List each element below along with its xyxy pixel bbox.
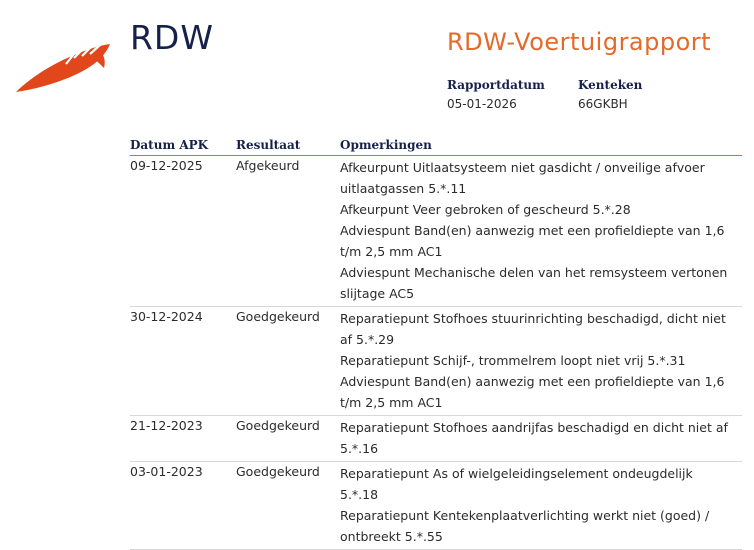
remark-item: Afkeurpunt Uitlaatsysteem niet gasdicht / onveilige afvoer uitlaatgassen 5.*.11 <box>340 160 705 196</box>
row-remarks <box>340 417 730 459</box>
row-result: Afgekeurd <box>236 158 300 173</box>
remark-item: Reparatiepunt Stofhoes aandrijfas beschadigd en dicht niet af 5.*.16 <box>340 420 728 456</box>
remark-item: Adviespunt Band(en) aanwezig met een profieldiepte van 1,6 t/m 2,5 mm AC1 <box>340 223 725 259</box>
header-remarks: Opmerkingen <box>340 138 432 152</box>
row-remarks <box>340 157 730 304</box>
report-date-value: 05-01-2026 <box>447 97 517 111</box>
row-date: 21-12-2023 <box>130 418 203 433</box>
row-date: 03-01-2023 <box>130 464 203 479</box>
table-header <box>130 135 742 156</box>
rdw-logo-icon <box>14 40 114 94</box>
remark-item: Adviespunt Mechanische delen van het remsysteem vertonen slijtage AC5 <box>340 265 728 301</box>
row-remarks <box>340 308 730 413</box>
plate-label: Kenteken <box>578 78 643 92</box>
row-date: 09-12-2025 <box>130 158 203 173</box>
table-row <box>130 156 742 307</box>
report-date-block <box>447 78 545 111</box>
remark-item: Reparatiepunt Kentekenplaatverlichting werkt niet (goed) / ontbreekt 5.*.55 <box>340 508 710 544</box>
plate-block <box>578 78 642 111</box>
apk-history-table <box>130 135 742 550</box>
header-result: Resultaat <box>236 138 301 152</box>
report-date-label: Rapportdatum <box>447 78 545 92</box>
remark-item: Reparatiepunt Schijf-, trommelrem loopt niet vrij 5.*.31 <box>340 353 686 368</box>
table-row <box>130 416 742 462</box>
remark-item: Adviespunt Band(en) aanwezig met een profieldiepte van 1,6 t/m 2,5 mm AC1 <box>340 374 725 410</box>
table-row <box>130 462 742 550</box>
brand-name: RDW <box>130 18 214 57</box>
remark-item: Afkeurpunt Veer gebroken of gescheurd 5.*.28 <box>340 202 631 217</box>
row-result: Goedgekeurd <box>236 309 320 324</box>
row-result: Goedgekeurd <box>236 418 320 433</box>
row-result: Goedgekeurd <box>236 464 320 479</box>
report-title: RDW-Voertuigrapport <box>447 28 712 56</box>
remark-item: Reparatiepunt Stofhoes stuurinrichting beschadigd, dicht niet af 5.*.29 <box>340 311 726 347</box>
remark-item: Reparatiepunt As of wielgeleidingselement ondeugdelijk 5.*.18 <box>340 466 693 502</box>
row-date: 30-12-2024 <box>130 309 203 324</box>
plate-value: 66GKBH <box>578 97 628 111</box>
table-row <box>130 307 742 416</box>
header-date: Datum APK <box>130 138 209 152</box>
row-remarks <box>340 463 730 547</box>
